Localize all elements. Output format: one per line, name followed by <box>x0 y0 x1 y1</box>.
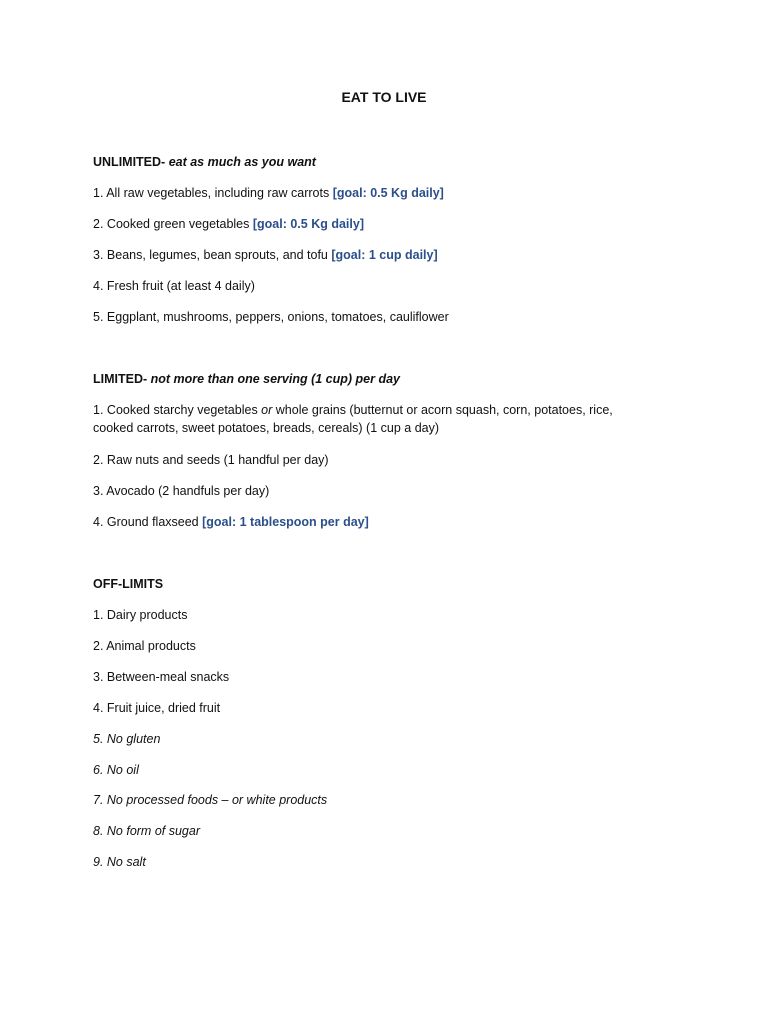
item-text: Ground flaxseed <box>103 515 203 529</box>
goal-note: [goal: 0.5 Kg daily] <box>332 186 444 200</box>
item-text: Beans, legumes, bean sprouts, and tofu <box>103 248 332 262</box>
list-item: 4. Fruit juice, dried fruit <box>93 701 221 715</box>
unlimited-heading <box>93 153 673 171</box>
list-item <box>93 513 673 531</box>
item-number: 2. <box>93 453 104 467</box>
list-item <box>93 482 673 500</box>
item-text: Cooked starchy vegetables <box>103 403 262 417</box>
item-text: Cooked green vegetables <box>103 217 253 231</box>
item-number: 4. <box>93 279 104 293</box>
item-text: All raw vegetables, including raw carrots <box>103 186 333 200</box>
item-text-emphasis: or <box>261 403 273 417</box>
item-number: 4. <box>93 515 104 529</box>
list-item: 2. Animal products <box>93 639 196 653</box>
goal-note: [goal: 1 tablespoon per day] <box>202 515 369 529</box>
limited-heading-label: LIMITED- <box>93 372 148 386</box>
item-text: whole grains (butternut or acorn squash, corn, potatoes, rice, cooked carrots, sweet potatoes, breads, cereals) (1 cup a day) <box>93 403 613 435</box>
list-item: 6. No oil <box>93 763 139 777</box>
item-text: Eggplant, mushrooms, peppers, onions, tomatoes, cauliflower <box>103 310 449 324</box>
offlimits-heading: OFF-LIMITS <box>93 577 164 591</box>
list-item <box>93 215 673 233</box>
unlimited-subheading: eat as much as you want <box>165 155 316 169</box>
item-number: 3. <box>93 484 104 498</box>
limited-subheading: not more than one serving (1 cup) per day <box>147 372 400 386</box>
limited-heading <box>93 370 673 388</box>
list-item <box>93 246 673 264</box>
page-title: EAT TO LIVE <box>341 89 427 105</box>
item-text: Raw nuts and seeds (1 handful per day) <box>103 453 329 467</box>
list-item: 5. No gluten <box>93 732 161 746</box>
goal-note: [goal: 0.5 Kg daily] <box>252 217 364 231</box>
unlimited-heading-label: UNLIMITED- <box>93 155 166 169</box>
item-number: 1. <box>93 403 104 417</box>
list-item: 1. Dairy products <box>93 608 188 622</box>
list-item: 8. No form of sugar <box>93 824 200 838</box>
item-text: Avocado (2 handfuls per day) <box>103 484 270 498</box>
list-item <box>93 401 653 437</box>
list-item <box>93 277 673 295</box>
item-number: 1. <box>93 186 104 200</box>
item-number: 5. <box>93 310 104 324</box>
item-text: Fresh fruit (at least 4 daily) <box>103 279 255 293</box>
list-item <box>93 184 673 202</box>
item-number: 3. <box>93 248 104 262</box>
list-item: 3. Between-meal snacks <box>93 670 230 684</box>
list-item <box>93 451 673 469</box>
goal-note: [goal: 1 cup daily] <box>331 248 438 262</box>
list-item: 7. No processed foods – or white products <box>93 793 328 807</box>
item-number: 2. <box>93 217 104 231</box>
list-item: 9. No salt <box>93 855 146 869</box>
list-item <box>93 308 673 326</box>
